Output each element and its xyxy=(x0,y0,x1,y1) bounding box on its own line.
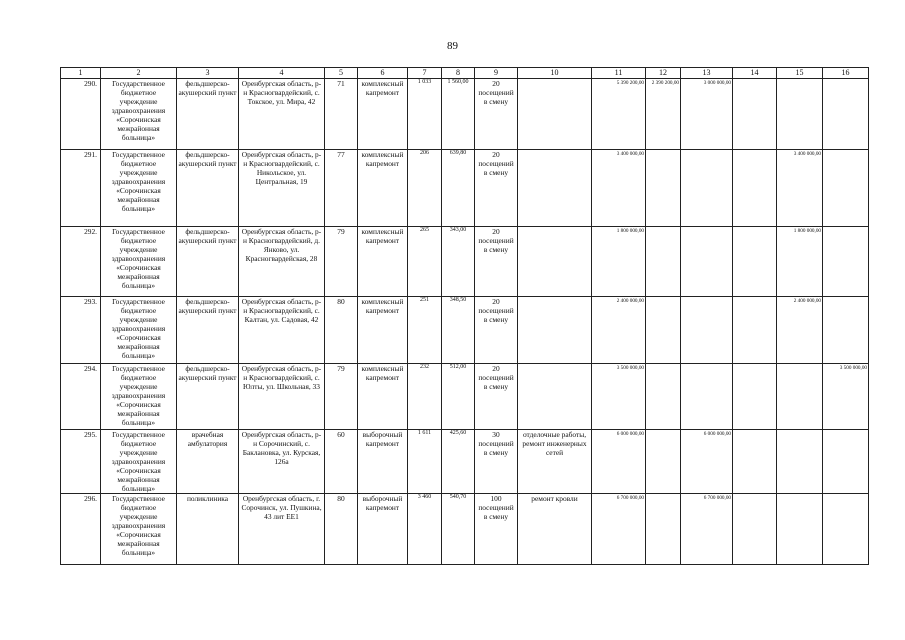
total-cost-cell: 3 500 000,00 xyxy=(592,364,646,430)
table-row xyxy=(61,364,869,430)
col12-cell xyxy=(646,494,681,565)
column-number: 13 xyxy=(681,68,733,79)
facility-type-cell: врачебная амбулатория xyxy=(177,430,239,494)
address-cell: Оренбургская область, р-н Красногвардейский, с. Юлты, ул. Школьная, 33 xyxy=(239,364,325,430)
organization-cell: Государственное бюджетное учреждение здравоохранения «Сорочинская межрайонная больница» xyxy=(101,227,177,297)
row-number: 291. xyxy=(61,150,101,227)
col15-cell: 2 400 000,00 xyxy=(777,297,823,364)
works-cell xyxy=(518,79,592,150)
col15-cell xyxy=(777,364,823,430)
facility-type-cell: поликлиника xyxy=(177,494,239,565)
col16-cell xyxy=(823,79,869,150)
table-row xyxy=(61,430,869,494)
column-number-row xyxy=(61,68,869,79)
capacity-cell: 100 посещений в смену xyxy=(475,494,518,565)
address-cell: Оренбургская область, р-н Красногвардейский, д. Янково, ул. Красногвардейская, 28 xyxy=(239,227,325,297)
col16-cell xyxy=(823,227,869,297)
col15-cell: 3 400 000,00 xyxy=(777,150,823,227)
capacity-cell: 20 посещений в смену xyxy=(475,79,518,150)
facility-type-cell: фельдшерско-акушерский пункт xyxy=(177,150,239,227)
col7-cell: 206 xyxy=(408,150,442,227)
col8-cell: 348,50 xyxy=(442,297,475,364)
col14-cell xyxy=(733,79,777,150)
col16-cell xyxy=(823,430,869,494)
address-cell: Оренбургская область, р-н Красногвардейский, с. Токское, ул. Мира, 42 xyxy=(239,79,325,150)
works-cell xyxy=(518,227,592,297)
table-row xyxy=(61,227,869,297)
address-cell: Оренбургская область, р-н Сорочинский, с. Баклановка, ул. Курская, 126а xyxy=(239,430,325,494)
col14-cell xyxy=(733,297,777,364)
column-number: 1 xyxy=(61,68,101,79)
repair-type-cell: комплексный капремонт xyxy=(358,227,408,297)
col15-cell xyxy=(777,430,823,494)
organization-cell: Государственное бюджетное учреждение здравоохранения «Сорочинская межрайонная больница» xyxy=(101,494,177,565)
column-number: 6 xyxy=(358,68,408,79)
table-row xyxy=(61,150,869,227)
total-cost-cell: 6 000 000,00 xyxy=(592,430,646,494)
col8-cell: 343,00 xyxy=(442,227,475,297)
col7-cell: 232 xyxy=(408,364,442,430)
total-cost-cell: 2 400 000,00 xyxy=(592,297,646,364)
facility-type-cell: фельдшерско-акушерский пункт xyxy=(177,79,239,150)
column-number: 15 xyxy=(777,68,823,79)
col7-cell: 251 xyxy=(408,297,442,364)
col12-cell xyxy=(646,364,681,430)
organization-cell: Государственное бюджетное учреждение здравоохранения «Сорочинская межрайонная больница» xyxy=(101,297,177,364)
col16-cell xyxy=(823,297,869,364)
row-number: 293. xyxy=(61,297,101,364)
col15-cell xyxy=(777,494,823,565)
col13-cell xyxy=(681,364,733,430)
wear-cell: 71 xyxy=(325,79,358,150)
total-cost-cell: 5 390 200,00 xyxy=(592,79,646,150)
capacity-cell: 20 посещений в смену xyxy=(475,150,518,227)
table-row xyxy=(61,297,869,364)
column-number: 2 xyxy=(101,68,177,79)
column-number: 3 xyxy=(177,68,239,79)
col14-cell xyxy=(733,150,777,227)
column-number: 5 xyxy=(325,68,358,79)
col12-cell xyxy=(646,430,681,494)
column-number: 4 xyxy=(239,68,325,79)
works-cell: ремонт кровли xyxy=(518,494,592,565)
wear-cell: 80 xyxy=(325,494,358,565)
column-number: 14 xyxy=(733,68,777,79)
col14-cell xyxy=(733,430,777,494)
facility-type-cell: фельдшерско-акушерский пункт xyxy=(177,227,239,297)
col8-cell: 512,00 xyxy=(442,364,475,430)
page-number: 89 xyxy=(447,40,458,52)
col16-cell xyxy=(823,150,869,227)
organization-cell: Государственное бюджетное учреждение здравоохранения «Сорочинская межрайонная больница» xyxy=(101,364,177,430)
organization-cell: Государственное бюджетное учреждение здравоохранения «Сорочинская межрайонная больница» xyxy=(101,79,177,150)
col7-cell: 1 611 xyxy=(408,430,442,494)
total-cost-cell: 1 800 000,00 xyxy=(592,227,646,297)
address-cell: Оренбургская область, г. Сорочинск, ул. Пушкина, 43 лит ЕЕ1 xyxy=(239,494,325,565)
capacity-cell: 20 посещений в смену xyxy=(475,364,518,430)
repair-type-cell: комплексный капремонт xyxy=(358,297,408,364)
address-cell: Оренбургская область, р-н Красногвардейский, с. Калтан, ул. Садовая, 42 xyxy=(239,297,325,364)
total-cost-cell: 3 400 000,00 xyxy=(592,150,646,227)
col16-cell: 3 500 000,00 xyxy=(823,364,869,430)
wear-cell: 80 xyxy=(325,297,358,364)
row-number: 292. xyxy=(61,227,101,297)
col8-cell: 540,70 xyxy=(442,494,475,565)
col13-cell xyxy=(681,150,733,227)
col12-cell xyxy=(646,227,681,297)
column-number: 16 xyxy=(823,68,869,79)
capacity-cell: 30 посещений в смену xyxy=(475,430,518,494)
column-number: 12 xyxy=(646,68,681,79)
col13-cell: 6 000 000,00 xyxy=(681,430,733,494)
wear-cell: 79 xyxy=(325,227,358,297)
column-number: 8 xyxy=(442,68,475,79)
col13-cell xyxy=(681,297,733,364)
repair-type-cell: комплексный капремонт xyxy=(358,364,408,430)
col13-cell xyxy=(681,227,733,297)
col13-cell: 3 000 000,00 xyxy=(681,79,733,150)
total-cost-cell: 6 700 000,00 xyxy=(592,494,646,565)
capacity-cell: 20 посещений в смену xyxy=(475,227,518,297)
works-cell xyxy=(518,364,592,430)
wear-cell: 60 xyxy=(325,430,358,494)
column-number: 10 xyxy=(518,68,592,79)
col12-cell xyxy=(646,297,681,364)
capacity-cell: 20 посещений в смену xyxy=(475,297,518,364)
facility-type-cell: фельдшерско-акушерский пункт xyxy=(177,364,239,430)
col15-cell xyxy=(777,79,823,150)
repair-type-cell: выборочный капремонт xyxy=(358,430,408,494)
column-number: 11 xyxy=(592,68,646,79)
col15-cell: 1 800 000,00 xyxy=(777,227,823,297)
row-number: 295. xyxy=(61,430,101,494)
row-number: 296. xyxy=(61,494,101,565)
works-cell xyxy=(518,297,592,364)
col14-cell xyxy=(733,227,777,297)
register-table xyxy=(60,67,869,565)
table-row xyxy=(61,79,869,150)
column-number: 9 xyxy=(475,68,518,79)
col13-cell: 6 700 000,00 xyxy=(681,494,733,565)
organization-cell: Государственное бюджетное учреждение здравоохранения «Сорочинская межрайонная больница» xyxy=(101,150,177,227)
col7-cell: 265 xyxy=(408,227,442,297)
organization-cell: Государственное бюджетное учреждение здравоохранения «Сорочинская межрайонная больница» xyxy=(101,430,177,494)
col8-cell: 639,80 xyxy=(442,150,475,227)
row-number: 294. xyxy=(61,364,101,430)
address-cell: Оренбургская область, р-н Красногвардейский, с. Никольское, ул. Центральная, 19 xyxy=(239,150,325,227)
works-cell xyxy=(518,150,592,227)
col7-cell: 1 033 xyxy=(408,79,442,150)
row-number: 290. xyxy=(61,79,101,150)
repair-type-cell: комплексный капремонт xyxy=(358,79,408,150)
col8-cell: 425,60 xyxy=(442,430,475,494)
col12-cell: 2 390 200,00 xyxy=(646,79,681,150)
col14-cell xyxy=(733,364,777,430)
repair-type-cell: выборочный капремонт xyxy=(358,494,408,565)
col16-cell xyxy=(823,494,869,565)
repair-type-cell: комплексный капремонт xyxy=(358,150,408,227)
table-row xyxy=(61,494,869,565)
works-cell: отделочные работы, ремонт инженерных сетей xyxy=(518,430,592,494)
facility-type-cell: фельдшерско-акушерский пункт xyxy=(177,297,239,364)
col14-cell xyxy=(733,494,777,565)
wear-cell: 79 xyxy=(325,364,358,430)
wear-cell: 77 xyxy=(325,150,358,227)
col12-cell xyxy=(646,150,681,227)
column-number: 7 xyxy=(408,68,442,79)
col7-cell: 3 460 xyxy=(408,494,442,565)
col8-cell: 1 560,00 xyxy=(442,79,475,150)
